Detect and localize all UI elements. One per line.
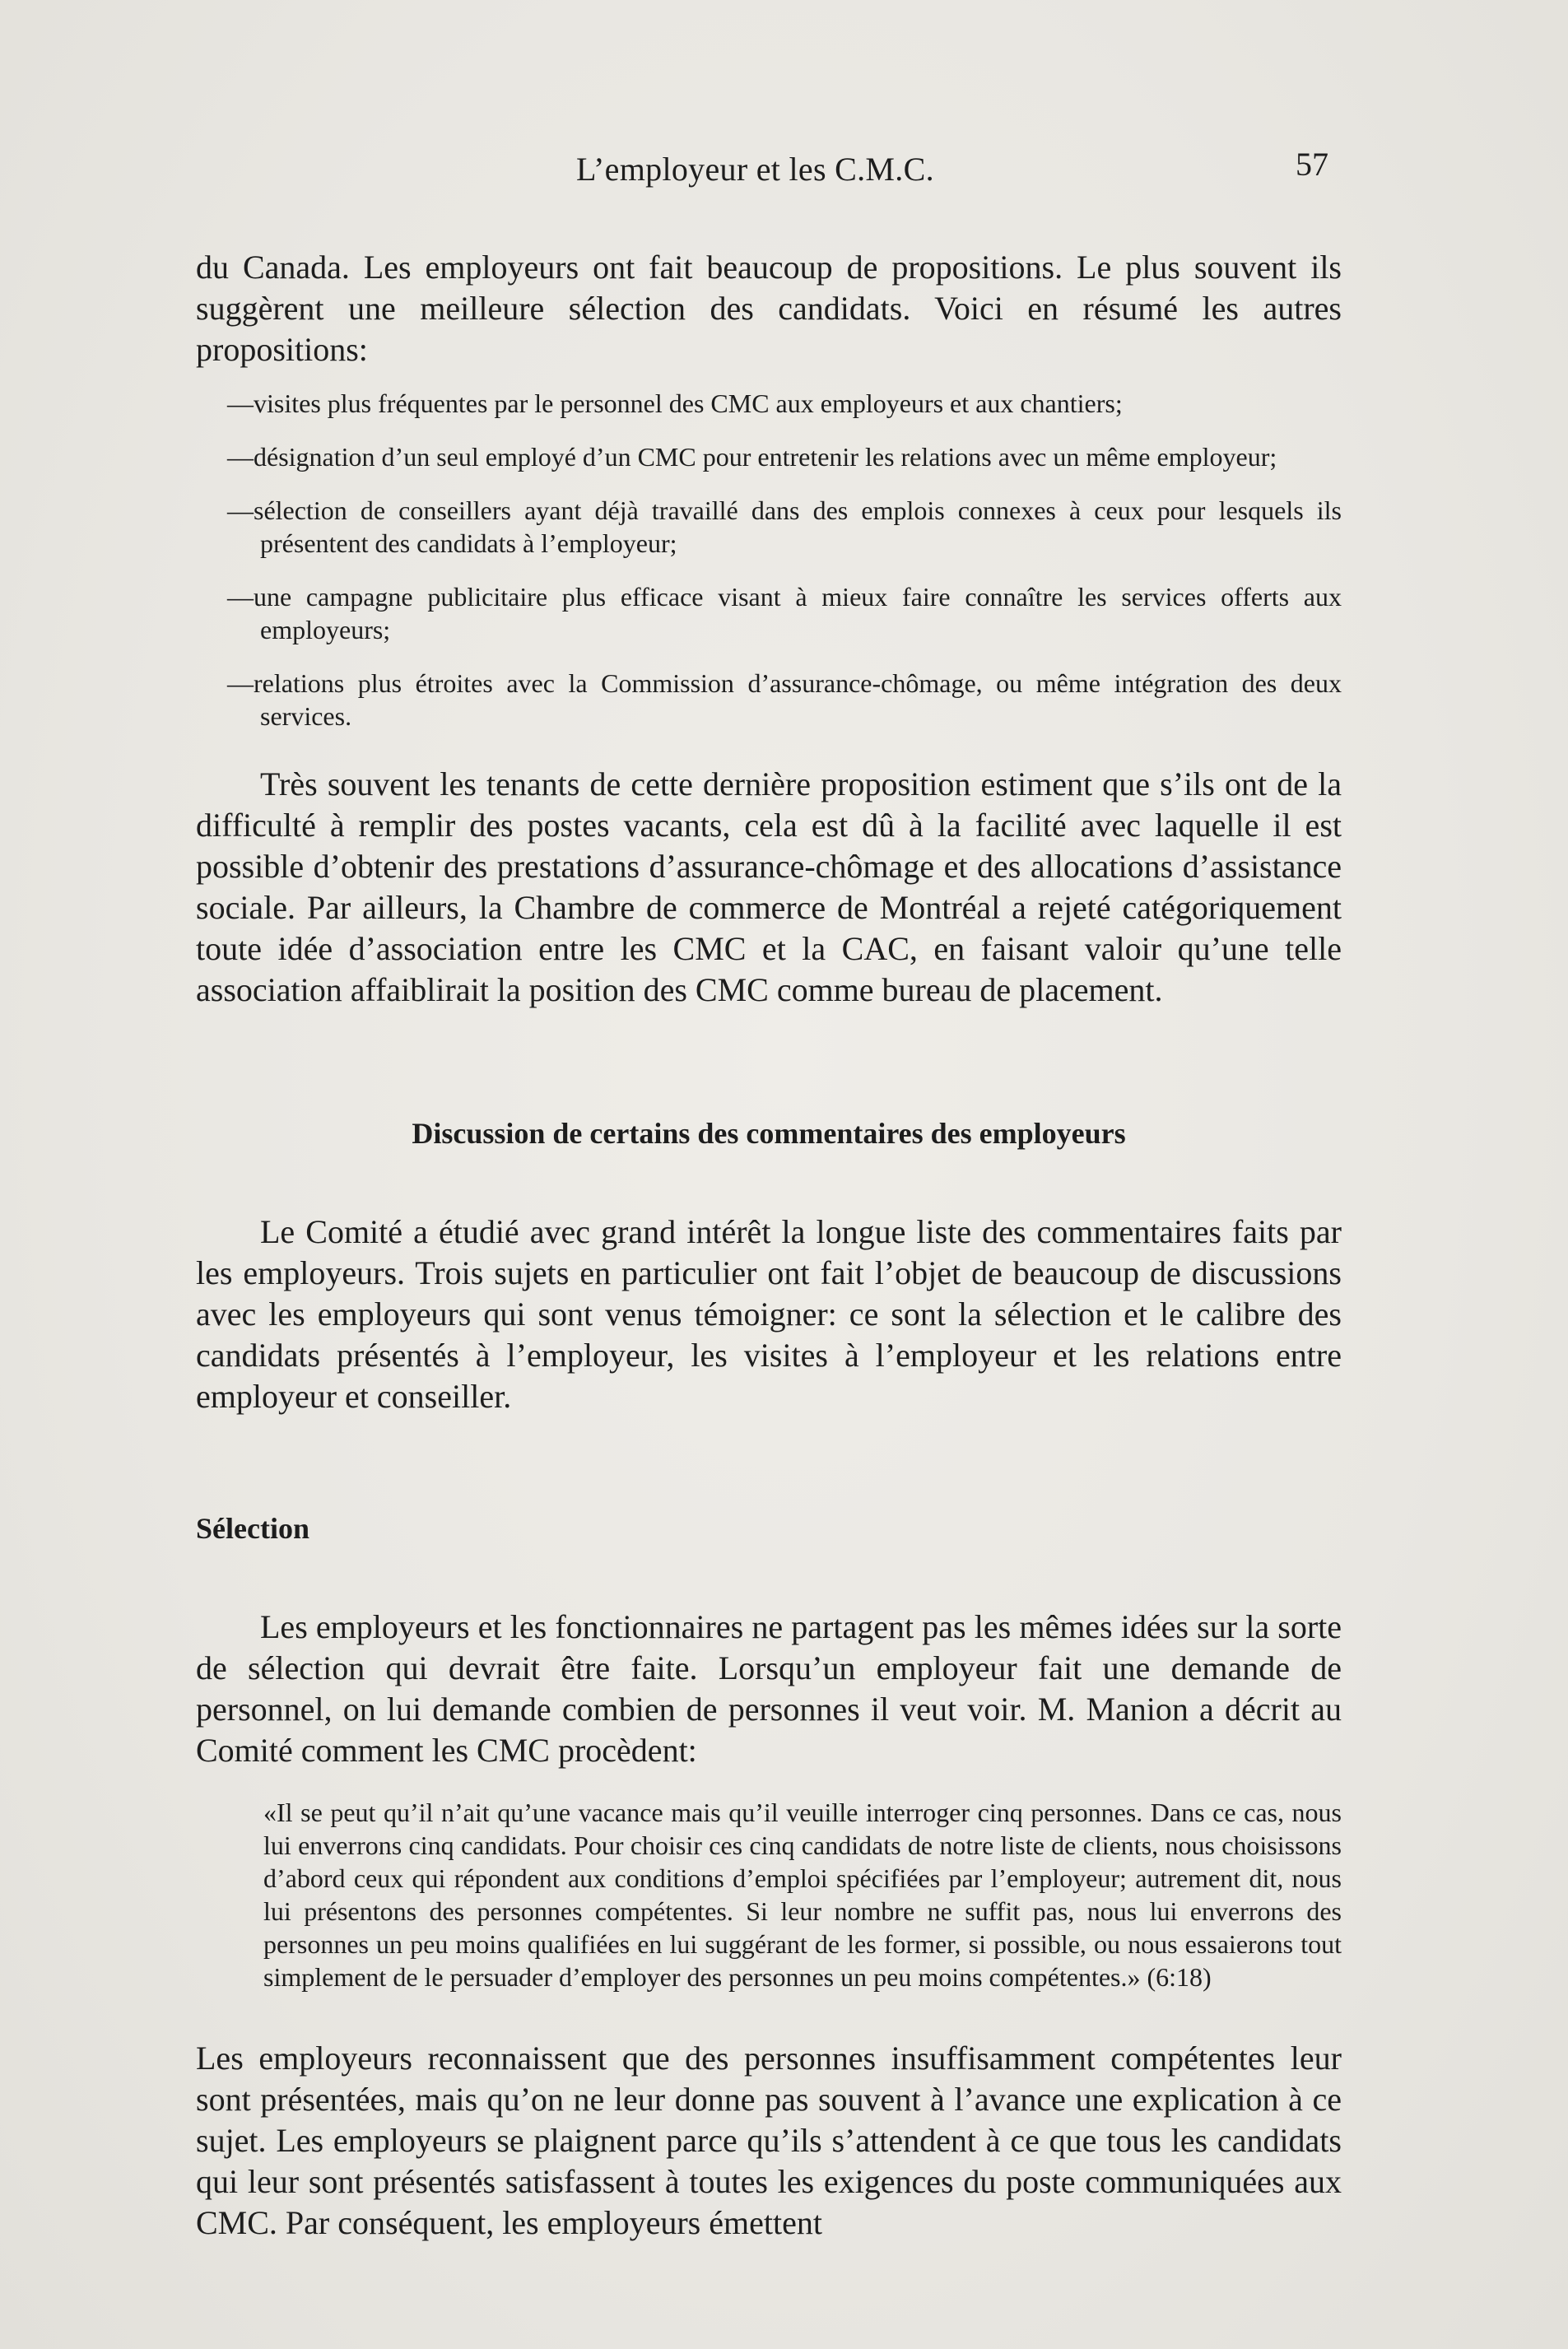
proposals-list (227, 387, 1342, 733)
tenants-paragraph: Très souvent les tenants de cette dernière proposition estiment que s’ils ont de la difficulté à remplir des postes vacants, cela est dû à la facilité avec laquelle il est possible d’obtenir des prestations d’assurance-chômage et des allocations d’assistance sociale. Par ailleurs, la Chambre de commerce de Montréal a rejeté catégoriquement toute idée d’association entre les CMC et la CAC, en faisant valoir qu’une telle association affaiblirait la position des CMC comme bureau de placement. (196, 765, 1342, 1008)
page-number: 57 (1296, 146, 1328, 183)
list-item: —une campagne publicitaire plus efficace visant à mieux faire connaître les services offerts aux employeurs; (227, 582, 1342, 644)
comite-paragraph: Le Comité a étudié avec grand intérêt la longue liste des commentaires faits par les employeurs. Trois sujets en particulier ont fait l’objet de beaucoup de discussions avec les employeurs qui sont venus témoigner: ce sont la sélection et le calibre des candidats présentés à l’employeur, les visites à l’employeur et les relations entre employeur et conseiller. (196, 1213, 1342, 1415)
list-item: —relations plus étroites avec la Commission d’assurance-chômage, ou même intégration des deux services. (227, 668, 1342, 731)
reconnaissent-paragraph: Les employeurs reconnaissent que des personnes insuffisamment compétentes leur sont présentées, mais qu’on ne leur donne pas souvent à l’avance une explication à ce sujet. Les employeurs se plaignent parce qu’ils s’attendent à ce que tous les candidats qui leur sont présentés satisfassent à toutes les exigences du poste communiquées aux CMC. Par conséquent, les employeurs émettent (196, 2040, 1342, 2241)
section-heading: Discussion de certains des commentaires des employeurs (412, 1117, 1126, 1150)
list-item: —sélection de conseillers ayant déjà travaillé dans des emplois connexes à ceux pour lesquels ils présentent des candidats à l’employeur; (227, 495, 1342, 558)
fonctionnaires-paragraph: Les employeurs et les fonctionnaires ne partagent pas les mêmes idées sur la sorte de sélection qui devrait être faite. Lorsqu’un employeur fait une demande de personnel, on lui demande combien de personnes il veut voir. M. Manion a décrit au Comité comment les CMC procèdent: (196, 1608, 1342, 1769)
subheading-selection: Sélection (196, 1512, 309, 1545)
list-item: —désignation d’un seul employé d’un CMC pour entretenir les relations avec un même employeur; (227, 442, 1277, 472)
block-quote: «Il se peut qu’il n’ait qu’une vacance mais qu’il veuille interroger cinq personnes. Dans ce cas, nous lui enverrons cinq candidats. Pour choisir ces cinq candidats de notre liste de clients, nous choisissons d’abord ceux qui répondent aux conditions d’emploi spécifiées par l’employeur; autrement dit, nous lui présentons des personnes compétentes. Si leur nombre ne suffit pas, nous lui enverrons des personnes un peu moins qualifiées en lui suggérant de les former, si possible, ou nous essaierons tout simplement de le persuader d’employer des personnes un peu moins compétentes.» (6:18) (263, 1798, 1342, 1992)
intro-paragraph: du Canada. Les employeurs ont fait beaucoup de propositions. Le plus souvent ils suggèrent une meilleure sélection des candidats. Voici en résumé les autres propositions: (196, 249, 1342, 368)
list-item: —visites plus fréquentes par le personnel des CMC aux employeurs et aux chantiers; (227, 388, 1123, 418)
page-body (196, 247, 1342, 2244)
running-head: L’employeur et les C.M.C. (576, 151, 934, 188)
